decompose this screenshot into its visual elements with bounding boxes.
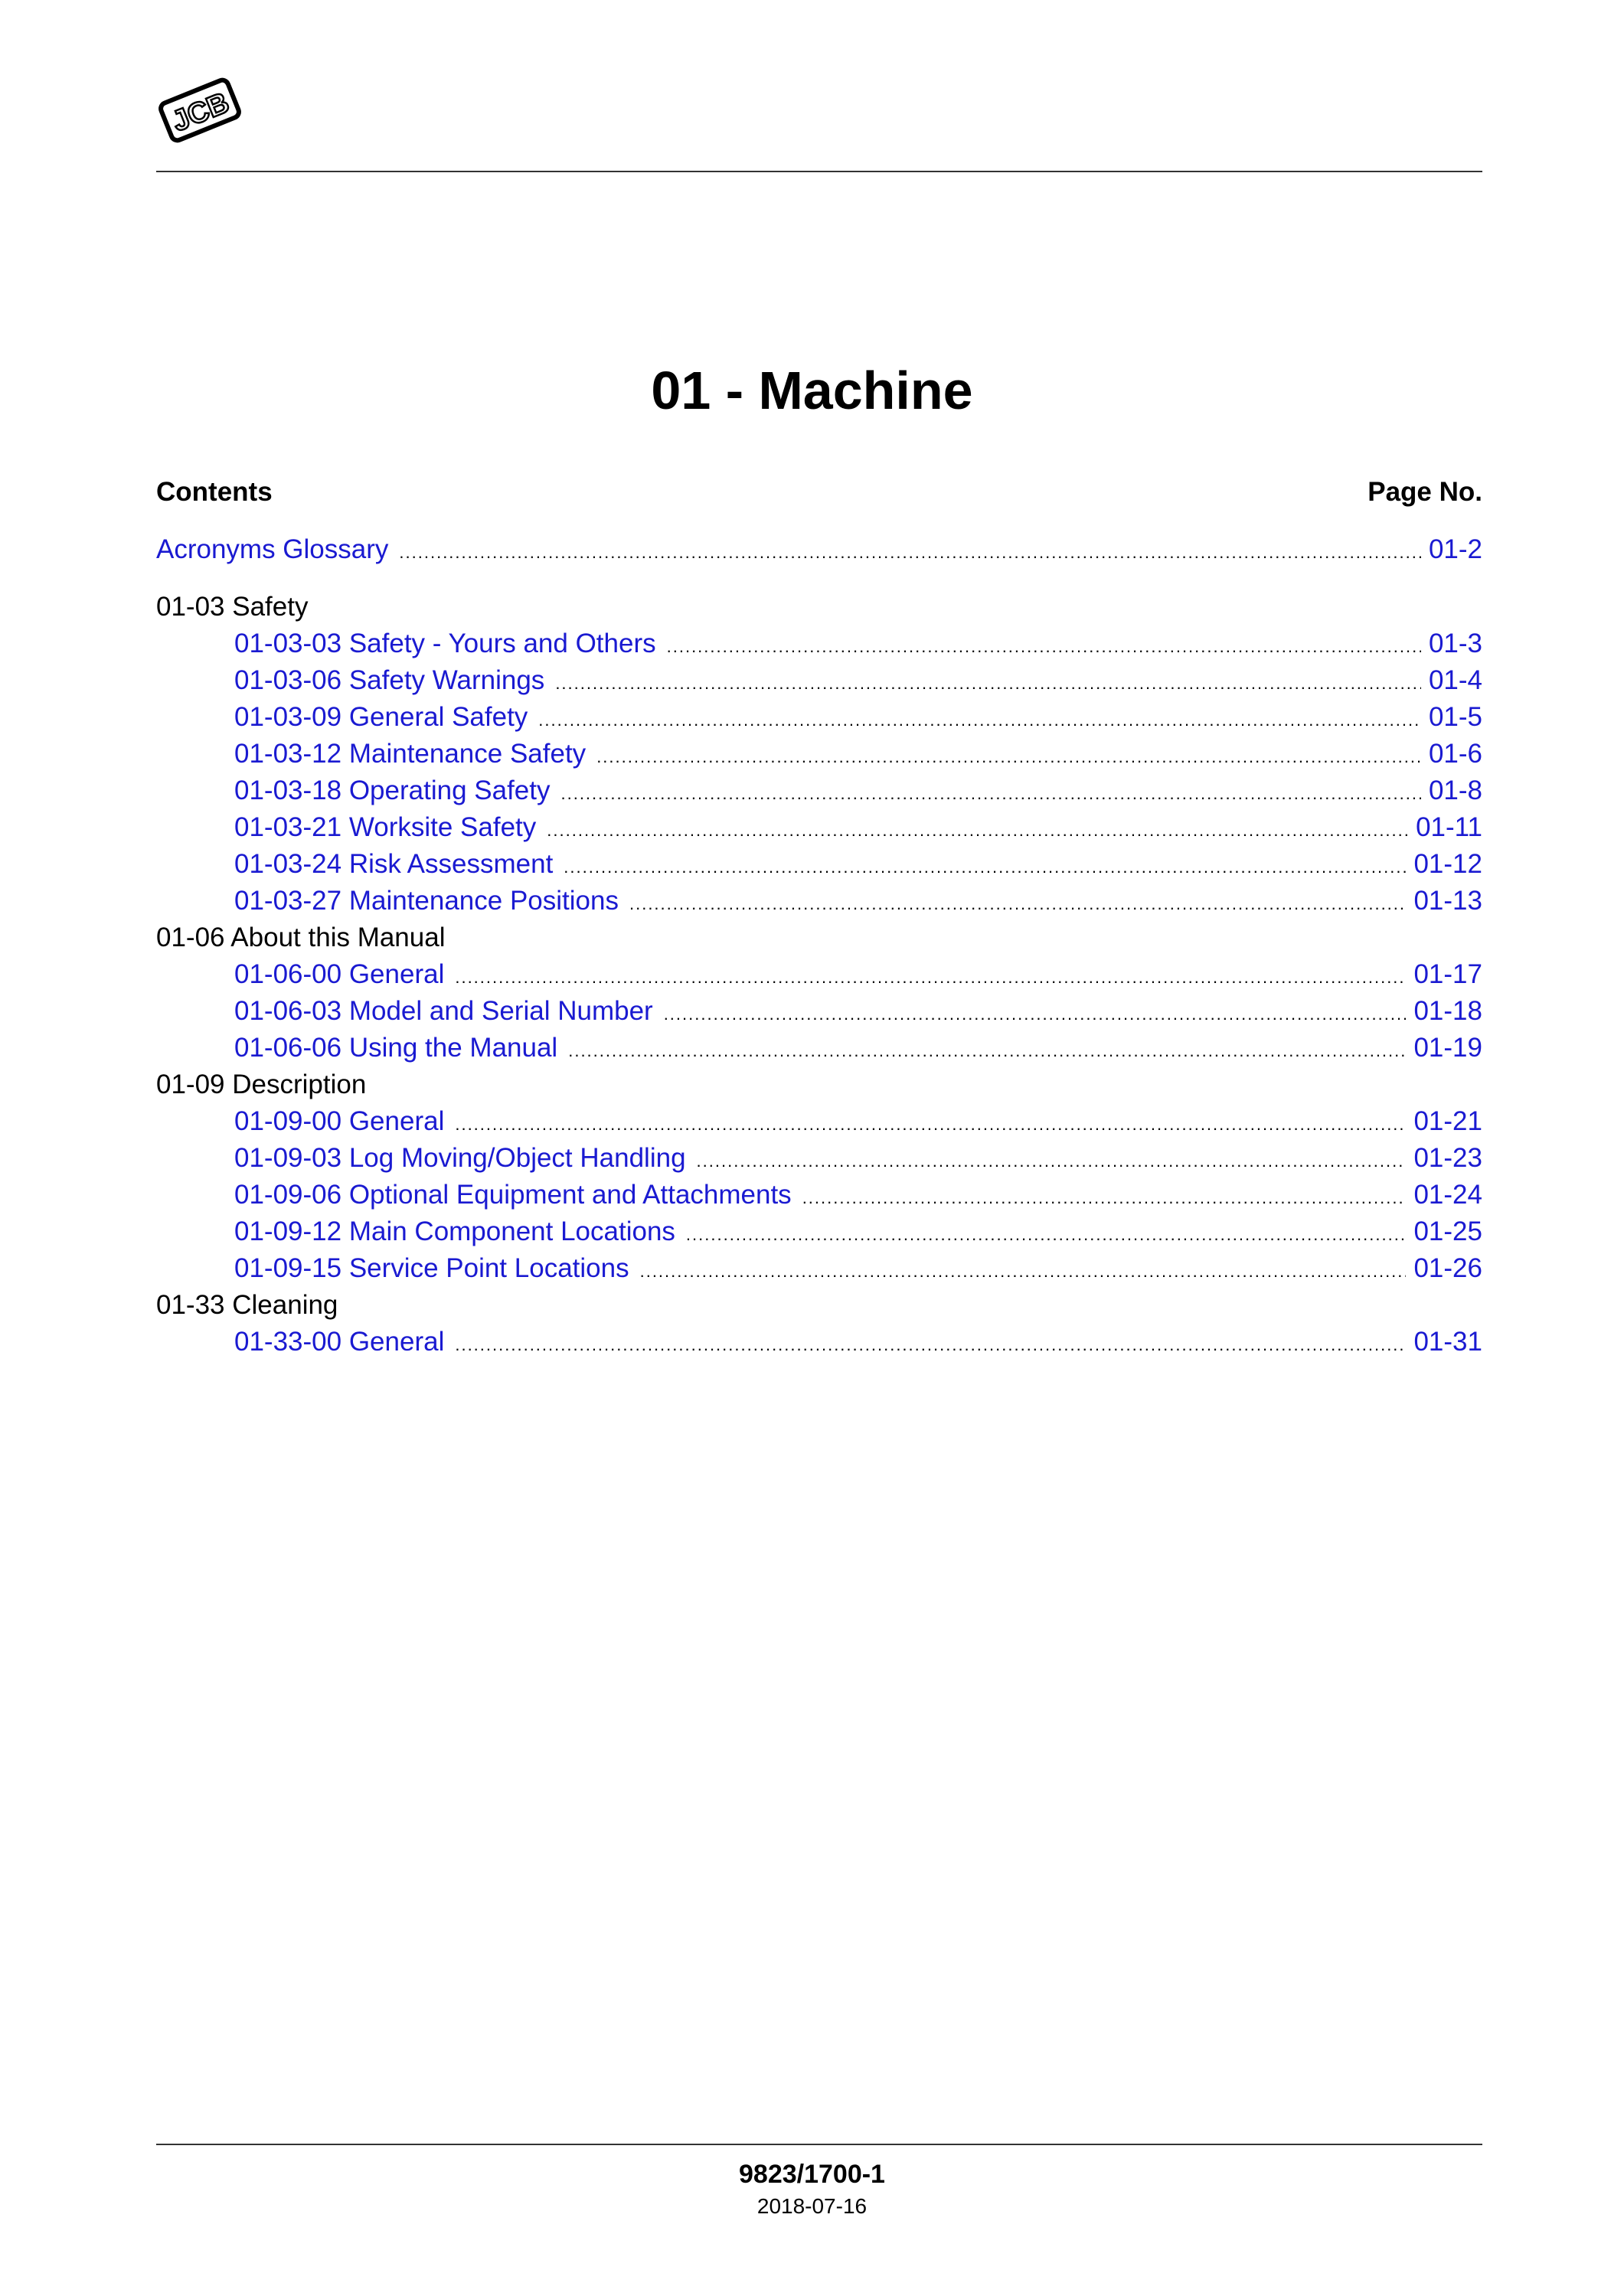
toc-entry-label: 01-03-09 General Safety bbox=[234, 702, 528, 732]
toc-link-risk-assessment[interactable] bbox=[234, 846, 1482, 886]
toc-row bbox=[156, 1213, 1482, 1250]
dot-leader bbox=[640, 1253, 1407, 1290]
toc-entry-page: 01-24 bbox=[1413, 1180, 1482, 1210]
toc-link-using-the-manual[interactable] bbox=[234, 1030, 1482, 1070]
toc-entry-label: 01-09-06 Optional Equipment and Attachments bbox=[234, 1180, 792, 1210]
section-label-safety: 01-03 Safety bbox=[156, 592, 309, 622]
toc-row-glossary bbox=[156, 531, 1482, 568]
dot-leader bbox=[596, 739, 1421, 776]
toc-link-maintenance-safety[interactable] bbox=[234, 736, 1482, 776]
toc-link-acronyms-glossary[interactable] bbox=[156, 531, 1482, 571]
jcb-logo-text: JCB bbox=[168, 87, 234, 139]
toc-entry-page: 01-12 bbox=[1413, 849, 1482, 879]
section-label-about-this-manual: 01-06 About this Manual bbox=[156, 923, 446, 952]
toc-row bbox=[156, 662, 1482, 699]
toc-entry-label: 01-06-00 General bbox=[234, 959, 445, 989]
dot-leader bbox=[547, 812, 1408, 849]
toc-entry-page: 01-21 bbox=[1413, 1106, 1482, 1136]
dot-leader bbox=[455, 959, 1406, 996]
toc-row bbox=[156, 1324, 1482, 1360]
toc-entry-page: 01-4 bbox=[1428, 665, 1482, 695]
toc-entry-page: 01-26 bbox=[1413, 1253, 1482, 1283]
jcb-logo bbox=[158, 73, 242, 147]
toc-entry-page: 01-11 bbox=[1416, 812, 1482, 842]
toc-row bbox=[156, 1103, 1482, 1140]
toc-link-service-point-locations[interactable] bbox=[234, 1250, 1482, 1290]
toc-entry-label: 01-09-03 Log Moving/Object Handling bbox=[234, 1143, 686, 1173]
toc-entry-page: 01-17 bbox=[1413, 959, 1482, 989]
toc-entry-label: 01-09-12 Main Component Locations bbox=[234, 1217, 675, 1246]
dot-leader bbox=[697, 1143, 1407, 1180]
dot-leader bbox=[664, 996, 1407, 1033]
toc-entry-label: 01-33-00 General bbox=[234, 1327, 445, 1357]
dot-leader bbox=[538, 702, 1421, 739]
toc-link-general[interactable] bbox=[234, 956, 1482, 996]
toc-entry-page: 01-8 bbox=[1428, 776, 1482, 805]
toc-entry-label: 01-03-06 Safety Warnings bbox=[234, 665, 545, 695]
toc-row bbox=[156, 699, 1482, 736]
dot-leader bbox=[667, 629, 1421, 665]
toc-link-safety-yours-and-others[interactable] bbox=[234, 625, 1482, 665]
toc-link-general-safety[interactable] bbox=[234, 699, 1482, 739]
dot-leader bbox=[686, 1217, 1407, 1253]
toc-link-maintenance-positions[interactable] bbox=[234, 883, 1482, 923]
section-label-cleaning: 01-33 Cleaning bbox=[156, 1290, 338, 1320]
dot-leader bbox=[455, 1106, 1406, 1143]
section-label-description: 01-09 Description bbox=[156, 1070, 367, 1099]
toc-entry-page: 01-5 bbox=[1428, 702, 1482, 732]
toc-row bbox=[156, 1140, 1482, 1177]
page-no-heading: Page No. bbox=[1367, 477, 1482, 507]
toc-link-main-component-locations[interactable] bbox=[234, 1213, 1482, 1253]
toc-entry-label: 01-06-03 Model and Serial Number bbox=[234, 996, 653, 1026]
toc-entry-label: 01-03-21 Worksite Safety bbox=[234, 812, 537, 842]
toc-entry-page: 01-3 bbox=[1428, 629, 1482, 658]
toc-entry-page: 01-13 bbox=[1413, 886, 1482, 916]
toc-entry-label: 01-03-24 Risk Assessment bbox=[234, 849, 554, 879]
toc-row bbox=[156, 883, 1482, 919]
toc-row bbox=[156, 625, 1482, 662]
toc-row bbox=[156, 736, 1482, 772]
toc-entry-page: 01-25 bbox=[1413, 1217, 1482, 1246]
toc-link-worksite-safety[interactable] bbox=[234, 809, 1482, 849]
dot-leader bbox=[568, 1033, 1406, 1070]
toc-entry-page: 01-31 bbox=[1413, 1327, 1482, 1357]
toc-entry-page: 01-18 bbox=[1413, 996, 1482, 1026]
toc-entry-label: 01-03-03 Safety - Yours and Others bbox=[234, 629, 656, 658]
toc-entry-page: 01-6 bbox=[1428, 739, 1482, 769]
toc-entry-label: 01-09-15 Service Point Locations bbox=[234, 1253, 629, 1283]
toc-entry-label: 01-03-12 Maintenance Safety bbox=[234, 739, 587, 769]
toc-section-heading bbox=[156, 1287, 1482, 1324]
toc-row bbox=[156, 772, 1482, 809]
toc-entry-page: 01-23 bbox=[1413, 1143, 1482, 1173]
document-code: 9823/1700-1 bbox=[739, 2160, 885, 2189]
table-of-contents bbox=[156, 531, 1482, 1360]
dot-leader bbox=[560, 776, 1420, 812]
dot-leader bbox=[629, 886, 1406, 923]
dot-leader bbox=[802, 1180, 1407, 1217]
toc-row bbox=[156, 993, 1482, 1030]
contents-heading: Contents bbox=[156, 477, 273, 507]
toc-row bbox=[156, 809, 1482, 846]
toc-row bbox=[156, 1250, 1482, 1287]
document-date: 2018-07-16 bbox=[756, 2194, 868, 2218]
toc-link-operating-safety[interactable] bbox=[234, 772, 1482, 812]
toc-link-general[interactable] bbox=[234, 1324, 1482, 1364]
toc-link-safety-warnings[interactable] bbox=[234, 662, 1482, 702]
toc-row bbox=[156, 1030, 1482, 1066]
toc-section-heading bbox=[156, 589, 1482, 625]
footer-rule bbox=[156, 2144, 1482, 2145]
toc-entry-page: 01-2 bbox=[1428, 534, 1482, 564]
toc-row bbox=[156, 956, 1482, 993]
toc-link-model-and-serial-number[interactable] bbox=[234, 993, 1482, 1033]
dot-leader bbox=[455, 1327, 1406, 1364]
toc-entry-page: 01-19 bbox=[1413, 1033, 1482, 1063]
dot-leader bbox=[399, 534, 1421, 571]
toc-link-log-moving-object-handling[interactable] bbox=[234, 1140, 1482, 1180]
dot-leader bbox=[564, 849, 1406, 886]
toc-section-heading bbox=[156, 919, 1482, 956]
toc-entry-label: 01-09-00 General bbox=[234, 1106, 445, 1136]
toc-section-heading bbox=[156, 1066, 1482, 1103]
toc-row bbox=[156, 846, 1482, 883]
toc-entry-label: 01-03-27 Maintenance Positions bbox=[234, 886, 619, 916]
toc-entry-label: Acronyms Glossary bbox=[156, 534, 389, 564]
toc-row bbox=[156, 1177, 1482, 1213]
header-rule bbox=[156, 171, 1482, 172]
toc-link-general[interactable] bbox=[234, 1103, 1482, 1143]
toc-link-optional-equipment-and-attachments[interactable] bbox=[234, 1177, 1482, 1217]
dot-leader bbox=[555, 665, 1421, 702]
toc-entry-label: 01-06-06 Using the Manual bbox=[234, 1033, 558, 1063]
toc-entry-label: 01-03-18 Operating Safety bbox=[234, 776, 551, 805]
page-title: 01 - Machine bbox=[651, 361, 973, 420]
